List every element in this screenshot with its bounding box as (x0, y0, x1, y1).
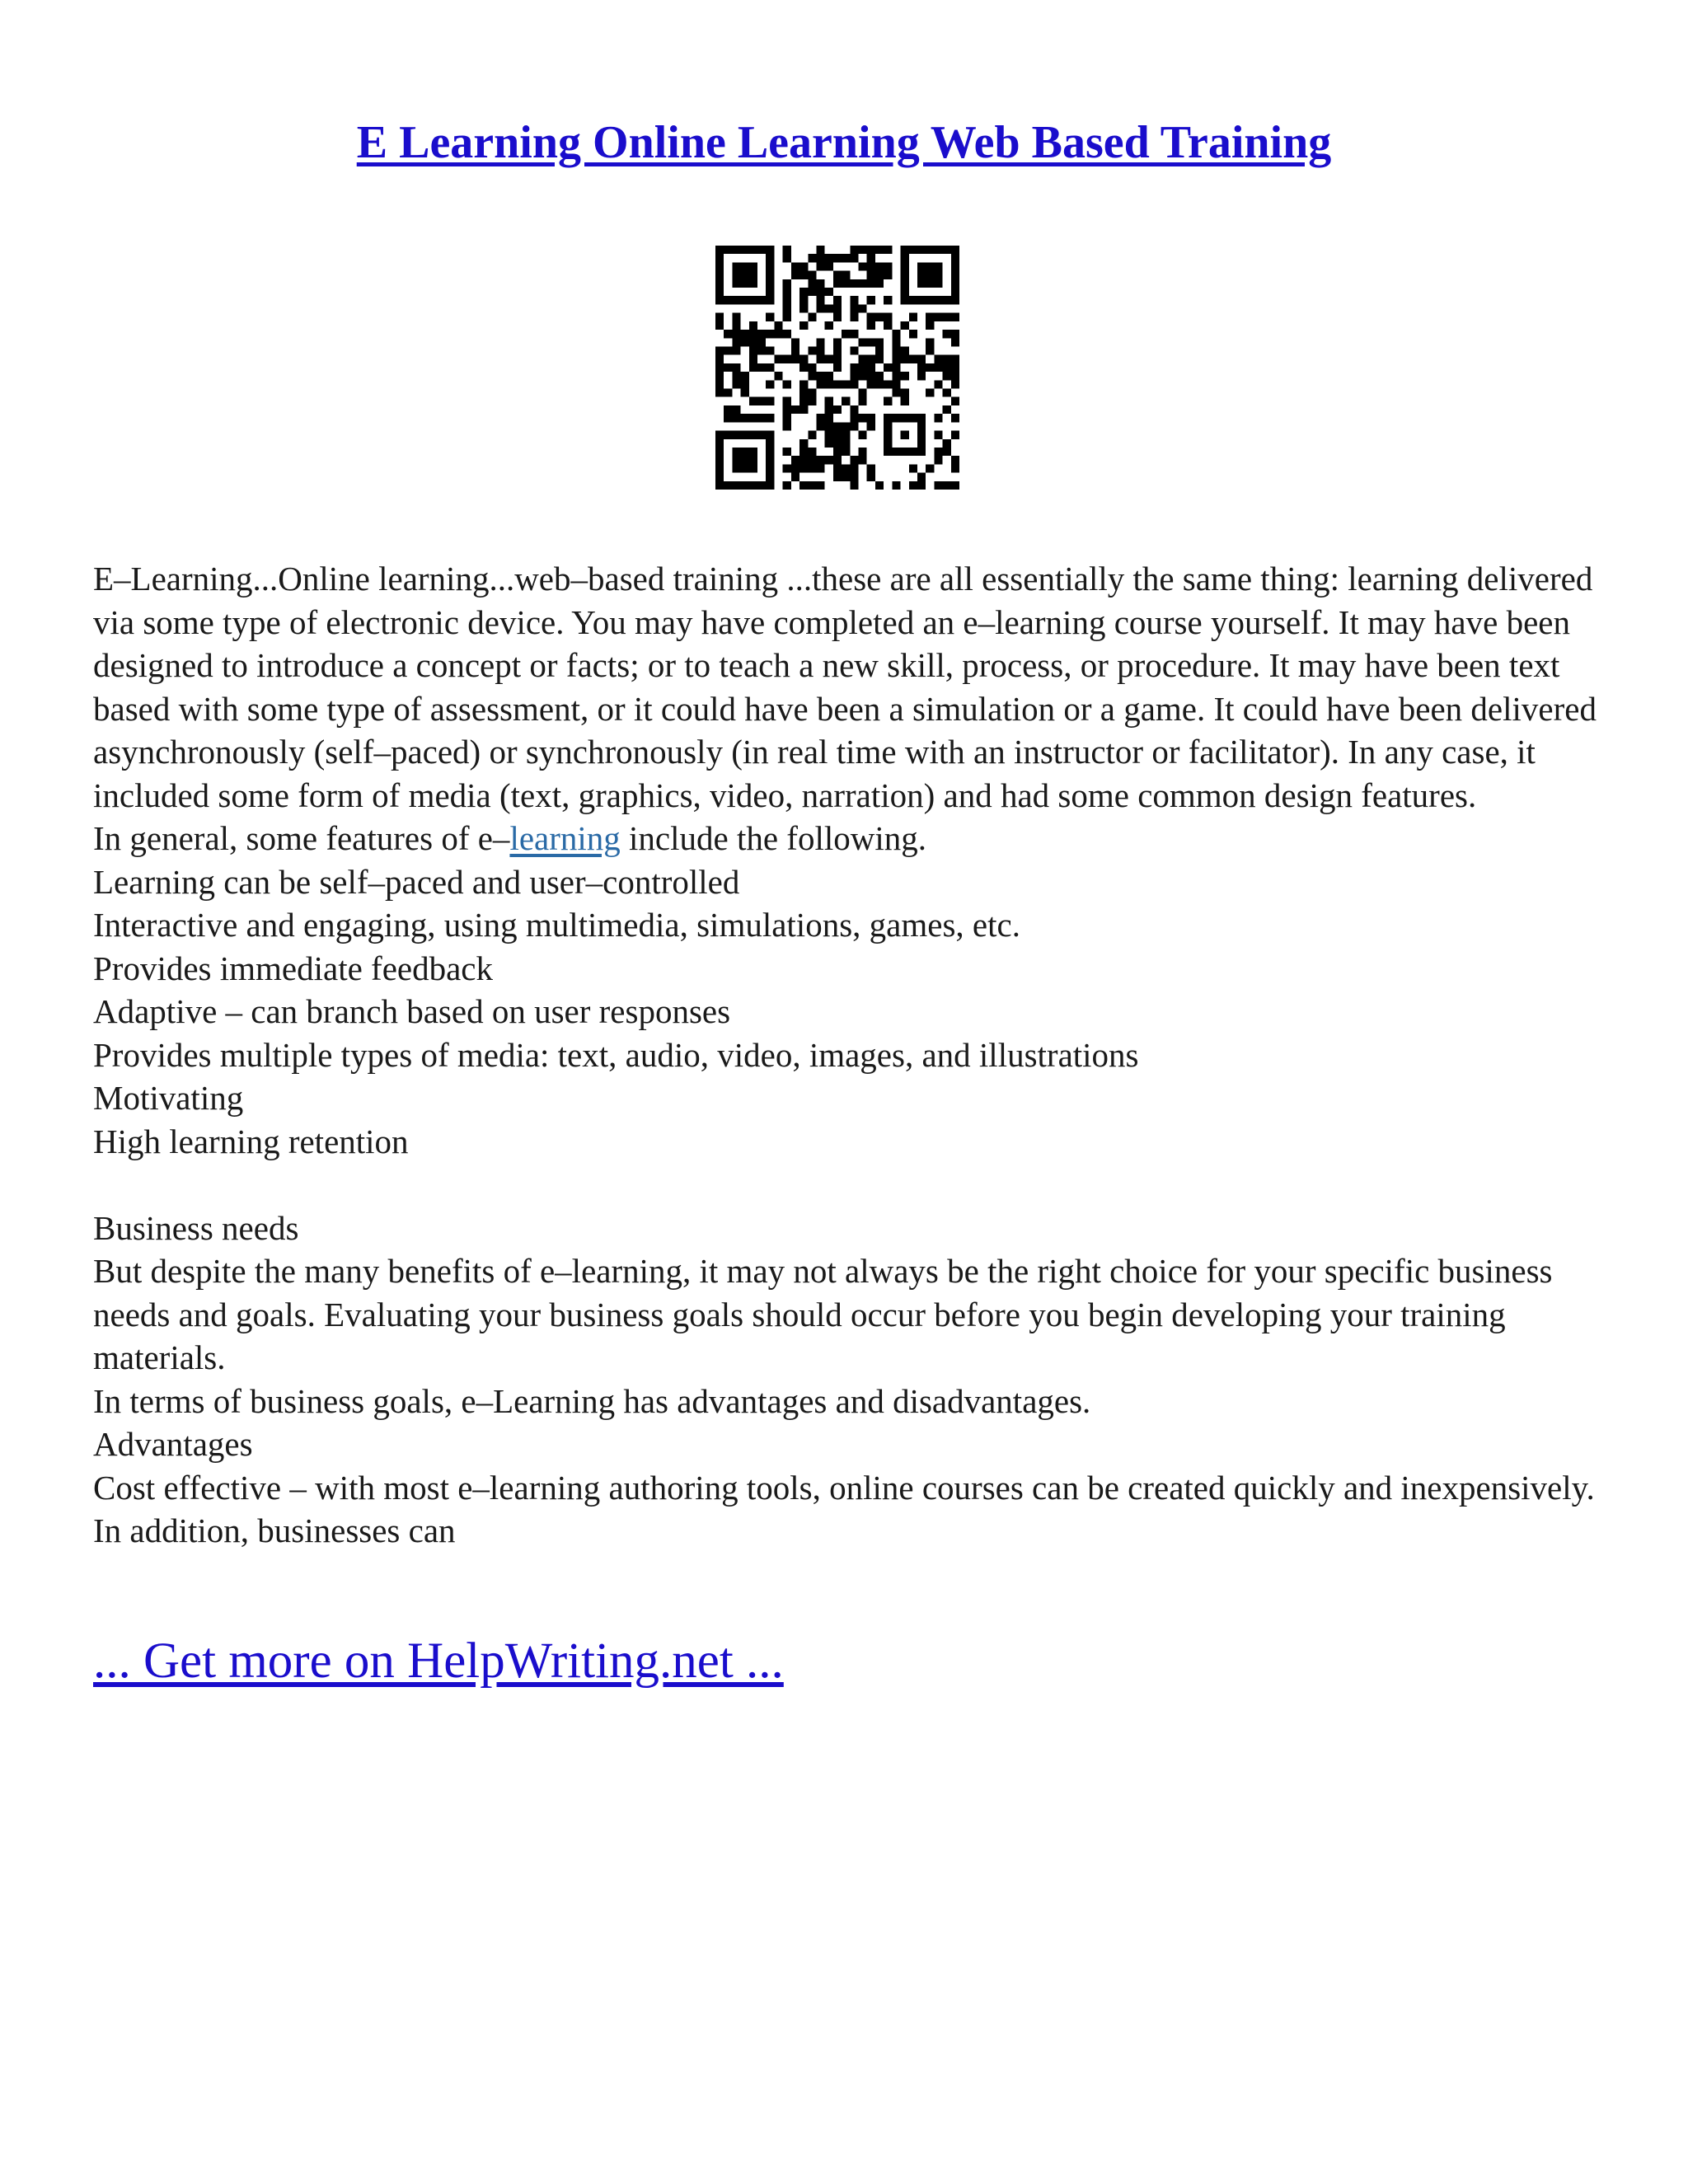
title-link[interactable]: E Learning Online Learning Web Based Training (356, 117, 1332, 168)
advantages-heading: Advantages (93, 1425, 253, 1463)
intro-paragraph: E–Learning...Online learning...web–based training ...these are all essentially the same thing: learning delivered via some type of electronic device. You may have completed an e–learning course yourself. It may have been designed to introduce a concept or facts; or to teach a new skill, process, or procedure. It may have been text based with some type of assessment, or it could have been a simulation or a game. It could have been delivered asynchronously (self–paced) or synchronously (in real time with an instructor or facilitator). In any case, it included some form of media (text, graphics, video, narration) and had some common design features. (93, 560, 1597, 814)
feature-item: High learning retention (93, 1122, 409, 1160)
feature-item: Adaptive – can branch based on user responses (93, 992, 731, 1030)
feature-item: Interactive and engaging, using multimedia, simulations, games, etc. (93, 906, 1020, 944)
cost-effective-line: Cost effective – with most e–learning authoring tools, online courses can be created quickly and inexpensively. In addition, businesses can (93, 1468, 1595, 1549)
business-goals-line: In terms of business goals, e–Learning has advantages and disadvantages. (93, 1381, 1091, 1420)
feature-item: Provides immediate feedback (93, 949, 493, 987)
document-body (93, 557, 1610, 1553)
business-paragraph: But despite the many benefits of e–learning, it may not always be the right choice for your specific business needs and goals. Evaluating your business goals should occur before you begin developing your training materials. (93, 1252, 1553, 1376)
business-heading: Business needs (93, 1208, 299, 1247)
feature-item: Learning can be self–paced and user–controlled (93, 862, 740, 901)
qr-code-icon (715, 246, 959, 490)
feature-item: Motivating (93, 1079, 244, 1117)
features-intro: In general, some features of e–learning include the following. (93, 819, 926, 857)
page-title (0, 114, 1688, 171)
section-spacer (93, 1163, 1610, 1207)
feature-item: Provides multiple types of media: text, audio, video, images, and illustrations (93, 1035, 1139, 1074)
learning-link[interactable]: learning (509, 819, 621, 857)
get-more-link[interactable]: ... Get more on HelpWriting.net ... (93, 1633, 784, 1689)
get-more-link-line (93, 1630, 784, 1693)
